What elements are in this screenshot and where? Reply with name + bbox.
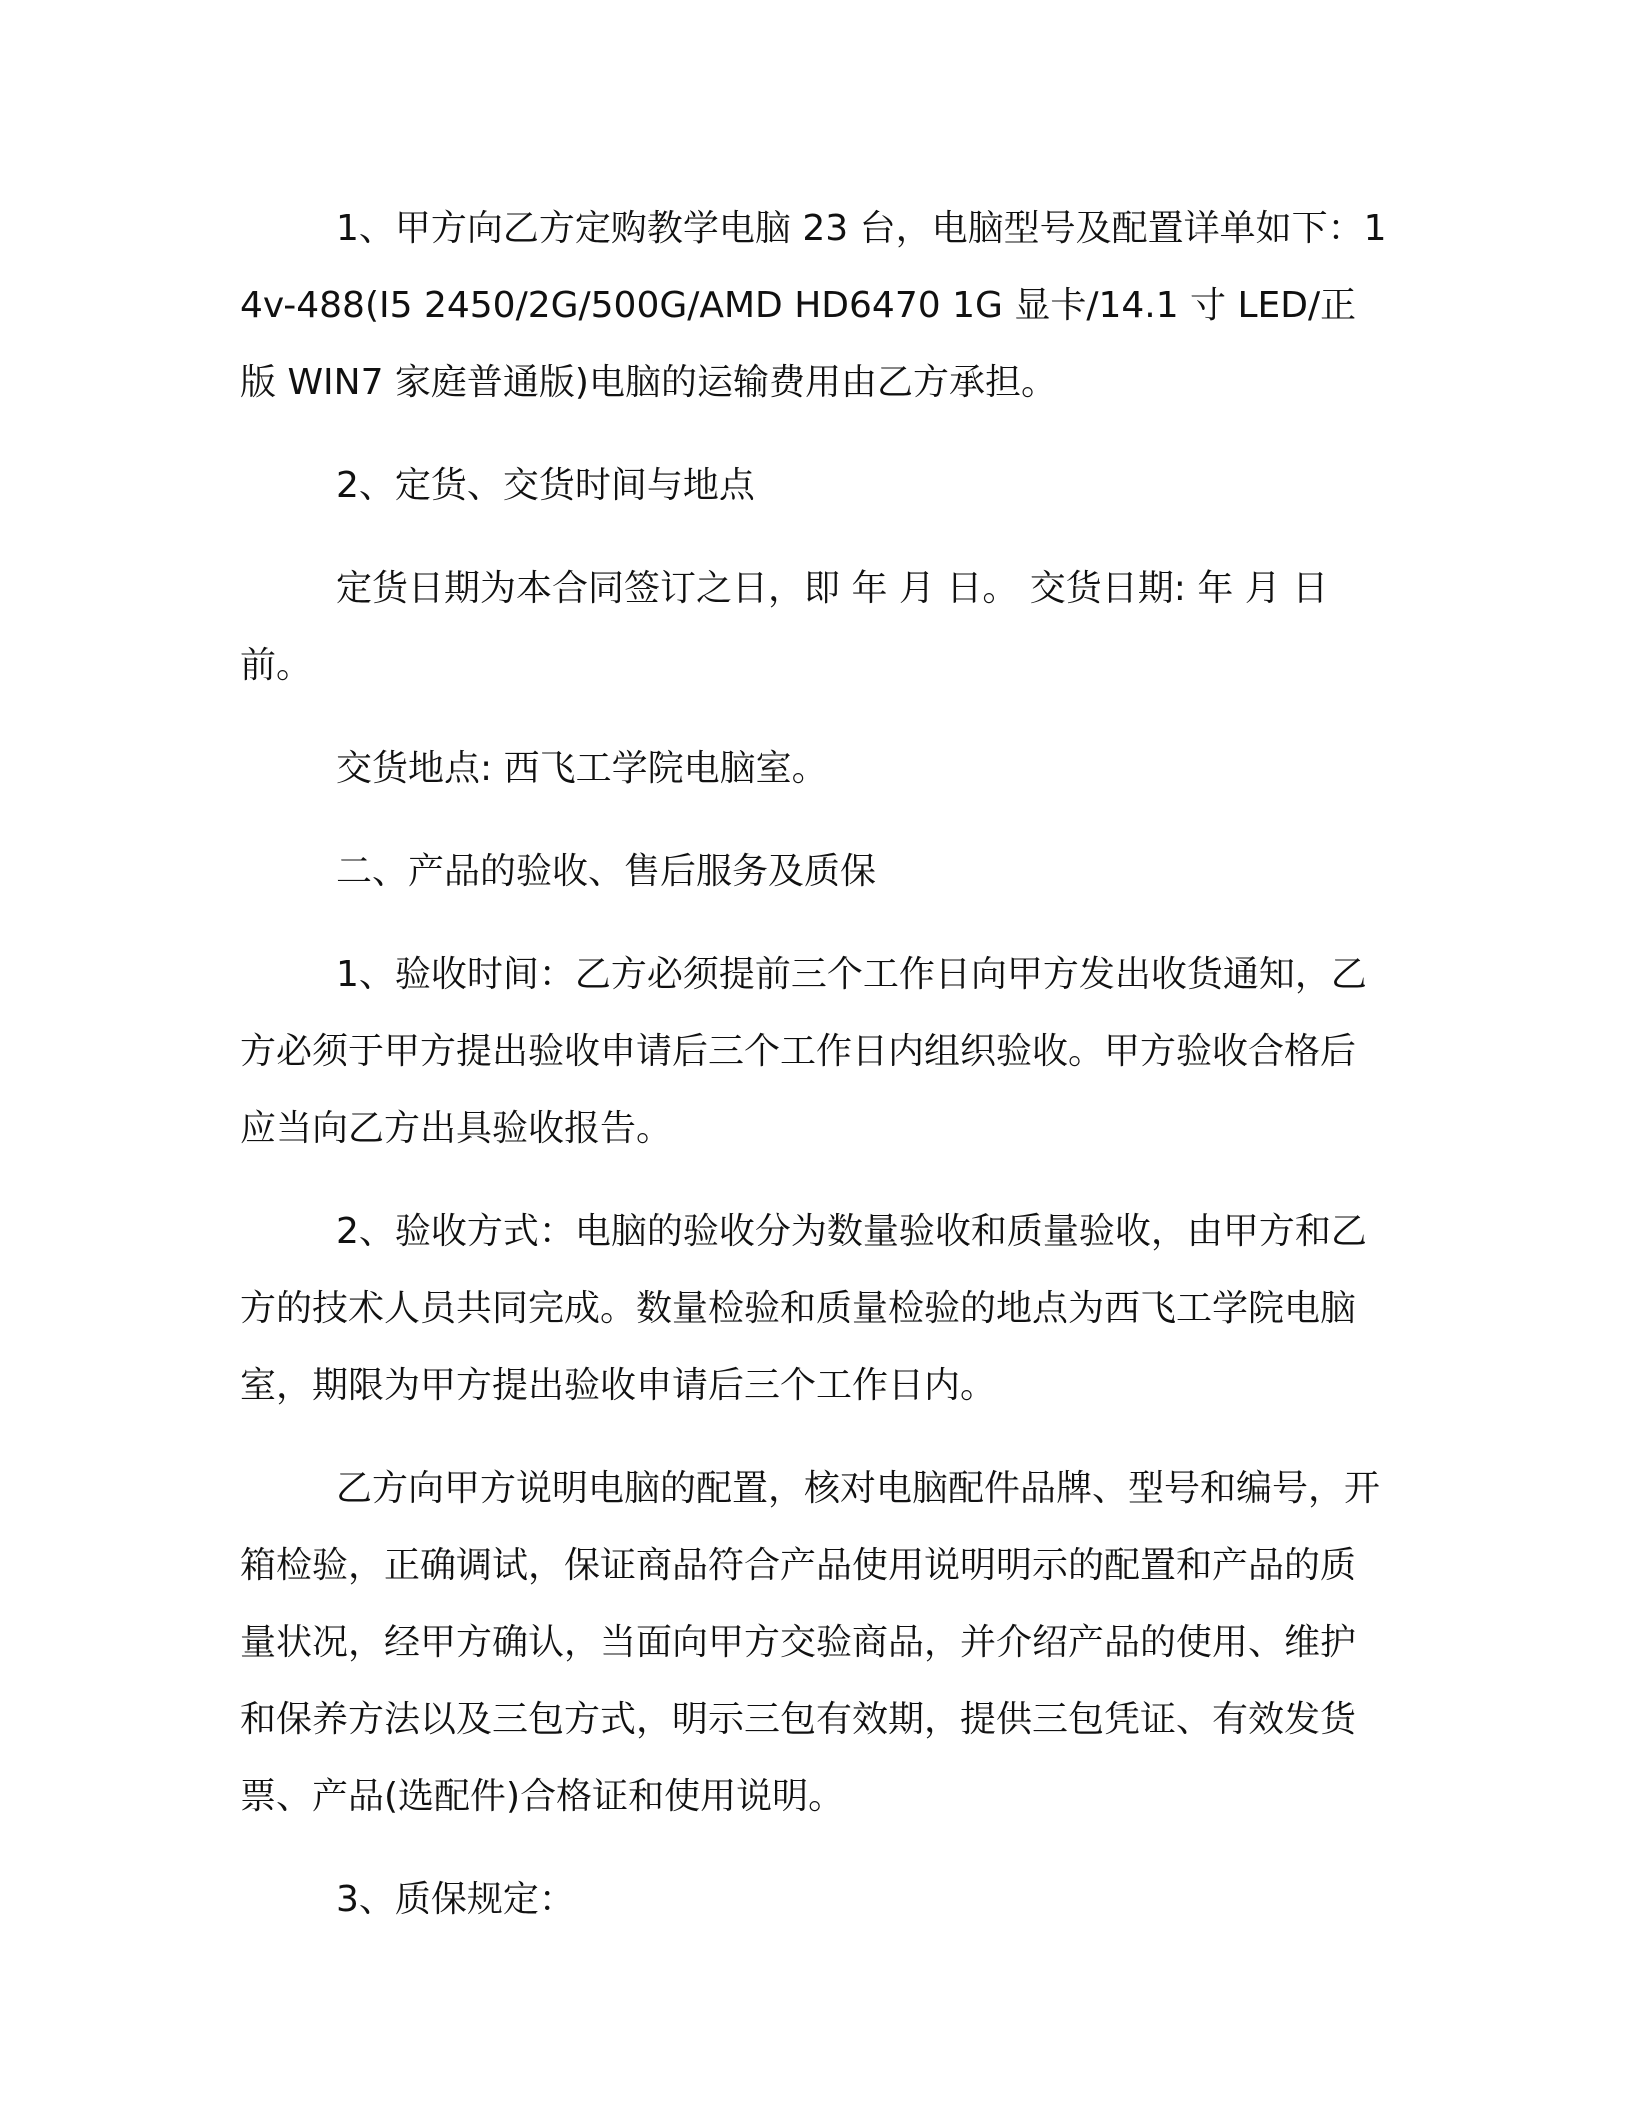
paragraph-delivery-heading: 2、定货、交货时间与地点 [336, 465, 755, 506]
paragraph-acceptance-method: 2、验收方式：电脑的验收分为数量验收和质量验收，由甲方和乙方的技术人员共同完成。数量检验和质量检验的地点为西飞工学院电脑室，期限为甲方提出验收申请后三个工作日内。 [240, 1211, 1367, 1406]
paragraph-order-details: 1、甲方向乙方定购教学电脑 23 台，电脑型号及配置详单如下：14v-488(I5 2450/2G/500G/AMD HD6470 1G 显卡/14.1 寸 LED/正版 WIN7 家庭普通版)电脑的运输费用由乙方承担。 [240, 208, 1387, 403]
document-page [240, 190, 1390, 1964]
section-heading-acceptance: 二、产品的验收、售后服务及质保 [336, 851, 877, 892]
paragraph-warranty-heading: 3、质保规定： [336, 1879, 575, 1920]
paragraph-configuration-explanation: 乙方向甲方说明电脑的配置，核对电脑配件品牌、型号和编号，开箱检验，正确调试，保证商品符合产品使用说明明示的配置和产品的质量状况，经甲方确认，当面向甲方交验商品，并介绍产品的使用、维护和保养方法以及三包方式，明示三包有效期，提供三包凭证、有效发货票、产品(选配件)合格证和使用说明。 [240, 1468, 1381, 1817]
paragraph-order-dates: 定货日期为本合同签订之日，即 年 月 日。 交货日期: 年 月 日前。 [240, 568, 1329, 686]
paragraph-acceptance-time: 1、验收时间：乙方必须提前三个工作日向甲方发出收货通知，乙方必须于甲方提出验收申请后三个工作日内组织验收。甲方验收合格后应当向乙方出具验收报告。 [240, 954, 1367, 1149]
paragraph-delivery-location: 交货地点: 西飞工学院电脑室。 [336, 748, 828, 789]
